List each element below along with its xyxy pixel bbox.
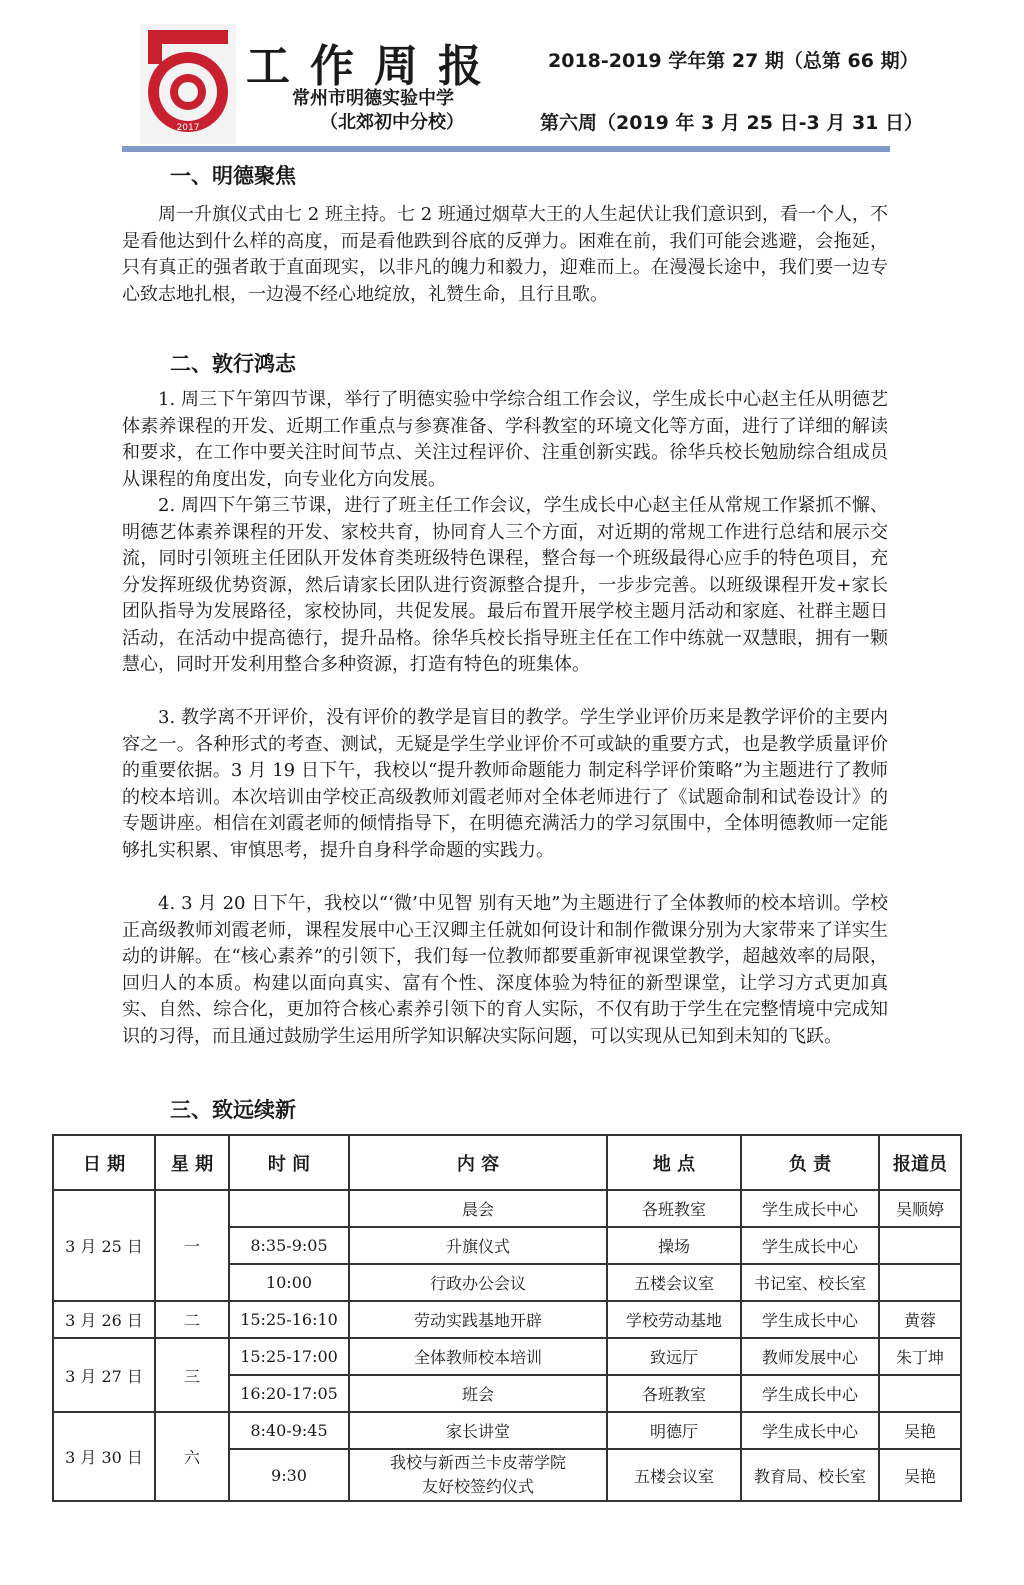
cell-content: 晨会 (349, 1190, 607, 1227)
cell-content: 行政办公会议 (349, 1264, 607, 1301)
cell-place: 操场 (607, 1227, 741, 1264)
cell-time: 8:35-9:05 (229, 1227, 349, 1264)
cell-reporter (879, 1227, 961, 1264)
cell-reporter (879, 1264, 961, 1301)
cell-weekday: 一 (155, 1190, 229, 1301)
issue-number: 2018-2019 学年第 27 期（总第 66 期） (548, 50, 919, 72)
header-date: 日 期 (53, 1135, 155, 1190)
cell-owner: 学生成长中心 (741, 1301, 879, 1338)
cell-place: 各班教室 (607, 1375, 741, 1412)
cell-content: 劳动实践基地开辟 (349, 1301, 607, 1338)
header-divider (122, 146, 890, 152)
action-paragraph-3: 3. 教学离不开评价，没有评价的教学是盲目的教学。学生学业评价历来是教学评价的主要内容之一。各种形式的考查、测试，无疑是学生学业评价不可或缺的重要方式，也是教学质量评价的重要依据。3 月 19 日下午，我校以“提升教师命题能力 制定科学评价策略”为主题进行了教师的校本培训。本次培训由学校正高级教师刘霞老师对全体老师进行了《试题命制和试卷设计》的专题讲座。相信在刘霞老师的倾情指导下，在明德充满活力的学习氛围中，全体明德教师一定能够扎实积累、审慎思考，提升自身科学命题的实践力。 (122, 707, 888, 861)
section-heading-focus: 一、明德聚焦 (170, 164, 296, 188)
header-owner: 负 责 (741, 1135, 879, 1190)
cell-place: 致远厅 (607, 1338, 741, 1375)
table-row (53, 1412, 961, 1449)
cell-place: 五楼会议室 (607, 1449, 741, 1501)
cell-time: 9:30 (229, 1449, 349, 1501)
cell-time: 15:25-16:10 (229, 1301, 349, 1338)
header-time: 时 间 (229, 1135, 349, 1190)
schedule-table (52, 1134, 962, 1502)
cell-date: 3 月 30 日 (53, 1412, 155, 1501)
cell-place: 各班教室 (607, 1190, 741, 1227)
header-place: 地 点 (607, 1135, 741, 1190)
action-paragraph-2: 2. 周四下午第三节课，进行了班主任工作会议，学生成长中心赵主任从常规工作紧抓不懈、明德艺体素养课程的开发、家校共育，协同育人三个方面，对近期的常规工作进行总结和展示交流，同时引领班主任团队开发体育类班级特色课程，整合每一个班级最得心应手的特色项目，充分发挥班级优势资源，然后请家长团队进行资源整合提升，一步步完善。以班级课程开发+家长团队指导为发展路径，家校协同，共促发展。最后布置开展学校主题月活动和家庭、社群主题日活动，在活动中提高德行，提升品格。徐华兵校长指导班主任在工作中练就一双慧眼，拥有一颗慧心，同时开发利用整合多种资源，打造有特色的班集体。 (122, 495, 888, 675)
branch-name: （北郊初中分校） (320, 112, 464, 133)
cell-content: 全体教师校本培训 (349, 1338, 607, 1375)
cell-date: 3 月 26 日 (53, 1301, 155, 1338)
cell-content: 升旗仪式 (349, 1227, 607, 1264)
section-heading-schedule: 三、致远续新 (170, 1098, 296, 1122)
school-name: 常州市明德实验中学 (292, 88, 454, 109)
school-logo (140, 24, 236, 144)
header-reporter: 报道员 (879, 1135, 961, 1190)
cell-time: 15:25-17:00 (229, 1338, 349, 1375)
cell-content: 家长讲堂 (349, 1412, 607, 1449)
cell-date: 3 月 25 日 (53, 1190, 155, 1301)
table-row (53, 1301, 961, 1338)
cell-owner: 学生成长中心 (741, 1375, 879, 1412)
cell-date: 3 月 27 日 (53, 1338, 155, 1412)
table-header-row (53, 1135, 961, 1190)
cell-place: 学校劳动基地 (607, 1301, 741, 1338)
cell-owner: 学生成长中心 (741, 1412, 879, 1449)
cell-time: 16:20-17:05 (229, 1375, 349, 1412)
report-title: 工作周报 (246, 41, 502, 92)
section-heading-action: 二、敦行鸿志 (170, 352, 296, 376)
action-paragraph-1: 1. 周三下午第四节课，举行了明德实验中学综合组工作会议，学生成长中心赵主任从明德艺体素养课程的开发、近期工作重点与参赛准备、学科教室的环境文化等方面，进行了详细的解读和要求，在工作中要关注时间节点、关注过程评价、注重创新实践。徐华兵校长勉励综合组成员从课程的角度出发，向专业化方向发展。 (122, 389, 888, 490)
cell-owner: 学生成长中心 (741, 1227, 879, 1264)
cell-reporter: 吴艳 (879, 1449, 961, 1501)
table-row (53, 1338, 961, 1375)
cell-content: 班会 (349, 1375, 607, 1412)
cell-reporter: 吴艳 (879, 1412, 961, 1449)
cell-place: 五楼会议室 (607, 1264, 741, 1301)
cell-reporter (879, 1375, 961, 1412)
cell-weekday: 二 (155, 1301, 229, 1338)
cell-reporter: 吴顺婷 (879, 1190, 961, 1227)
logo-year: 2017 (176, 123, 200, 133)
cell-owner: 教师发展中心 (741, 1338, 879, 1375)
cell-reporter: 黄蓉 (879, 1301, 961, 1338)
cell-owner: 学生成长中心 (741, 1190, 879, 1227)
action-paragraph-4: 4. 3 月 20 日下午，我校以“‘微’中见智 别有天地”为主题进行了全体教师的校本培训。学校正高级教师刘霞老师，课程发展中心王汉卿主任就如何设计和制作微课分别为大家带来了详实生动的讲解。在“核心素养”的引领下，我们每一位教师都要重新审视课堂教学，超越效率的局限，回归人的本质。构建以面向真实、富有个性、深度体验为特征的新型课堂，让学习方式更加真实、自然、综合化，更加符合核心素养引领下的育人实际，不仅有助于学生在完整情境中完成知识的习得，而且通过鼓励学生运用所学知识解决实际问题，可以实现从已知到未知的飞跃。 (122, 893, 888, 1047)
cell-time: 10:00 (229, 1264, 349, 1301)
focus-paragraph: 周一升旗仪式由七 2 班主持。七 2 班通过烟草大王的人生起伏让我们意识到，看一个人，不是看他达到什么样的高度，而是看他跌到谷底的反弹力。困难在前，我们可能会逃避，会拖延，只有真正的强者敢于直面现实，以非凡的魄力和毅力，迎难而上。在漫漫长途中，我们要一边专心致志地扎根，一边漫不经心地绽放，礼赞生命，且行且歌。 (122, 204, 888, 305)
header-content: 内 容 (349, 1135, 607, 1190)
cell-reporter: 朱丁坤 (879, 1338, 961, 1375)
cell-content: 我校与新西兰卡皮蒂学院 友好校签约仪式 (349, 1449, 607, 1501)
cell-weekday: 六 (155, 1412, 229, 1501)
cell-owner: 书记室、校长室 (741, 1264, 879, 1301)
cell-time: 8:40-9:45 (229, 1412, 349, 1449)
header-weekday: 星 期 (155, 1135, 229, 1190)
table-row (53, 1190, 961, 1227)
week-range: 第六周（2019 年 3 月 25 日-3 月 31 日） (540, 112, 924, 134)
cell-weekday: 三 (155, 1338, 229, 1412)
cell-time (229, 1190, 349, 1227)
cell-owner: 教育局、校长室 (741, 1449, 879, 1501)
cell-place: 明德厅 (607, 1412, 741, 1449)
